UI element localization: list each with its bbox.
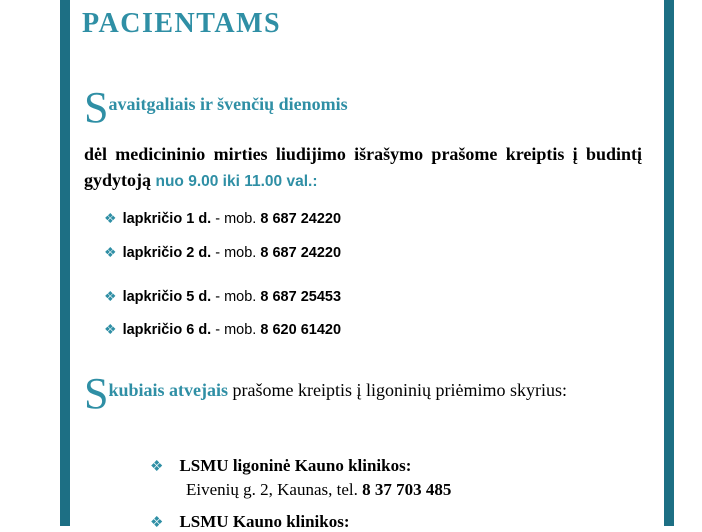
list-item: [104, 244, 341, 261]
duty-sep: - mob.: [211, 289, 261, 305]
duty-sep: - mob.: [211, 245, 261, 261]
duty-phone: 8 687 24220: [260, 245, 342, 261]
document-page: [70, 0, 664, 526]
weekend-heading-text: avaitgaliais ir švenčių dienomis: [108, 94, 348, 114]
clinic-address-text: Eivenių g. 2, Kaunas, tel.: [186, 480, 363, 499]
clinic-phone: 8 37 703 485: [362, 480, 452, 499]
weekend-paragraph-text: dėl medicininio mirties liudijimo išrašymo prašome kreiptis į budintį gydytoją: [84, 144, 642, 190]
page-border-left: [60, 0, 70, 526]
duty-sep: - mob.: [211, 211, 261, 227]
list-item: [104, 321, 341, 338]
list-item: [104, 210, 341, 227]
urgent-heading-highlight: kubiais atvejais: [108, 380, 229, 400]
weekend-heading-dropcap: S: [84, 83, 109, 132]
diamond-bullet-icon: ❖: [104, 288, 117, 304]
clinic-name: LSMU Kauno klinikos:: [179, 512, 350, 531]
list-item: [104, 288, 341, 305]
diamond-bullet-icon: ❖: [104, 321, 117, 337]
urgent-heading: [84, 369, 567, 418]
page-title: PACIENTAMS: [82, 8, 282, 39]
clinic-item: [150, 512, 350, 532]
duty-date: lapkričio 2 d.: [122, 245, 212, 261]
weekend-heading: [84, 83, 348, 132]
diamond-bullet-icon: ❖: [150, 459, 164, 475]
duty-phone: 8 620 61420: [260, 322, 342, 338]
page-border-right: [664, 0, 674, 526]
urgent-heading-dropcap: S: [84, 369, 109, 418]
diamond-bullet-icon: ❖: [104, 210, 117, 226]
duty-date: lapkričio 6 d.: [122, 322, 212, 338]
diamond-bullet-icon: ❖: [150, 515, 164, 531]
duty-sep: - mob.: [211, 322, 261, 338]
duty-date: lapkričio 1 d.: [122, 211, 212, 227]
clinic-item: [150, 456, 411, 476]
duty-date: lapkričio 5 d.: [122, 289, 212, 305]
clinic-name: LSMU ligoninė Kauno klinikos:: [179, 456, 412, 475]
weekend-hours: nuo 9.00 iki 11.00 val.:: [155, 173, 318, 190]
duty-phone: 8 687 25453: [260, 289, 342, 305]
weekend-paragraph: [84, 141, 642, 195]
diamond-bullet-icon: ❖: [104, 244, 117, 260]
clinic-address: [186, 480, 451, 500]
duty-phone: 8 687 24220: [260, 211, 342, 227]
urgent-heading-text: prašome kreiptis į ligoninių priėmimo skyrius:: [228, 380, 567, 400]
